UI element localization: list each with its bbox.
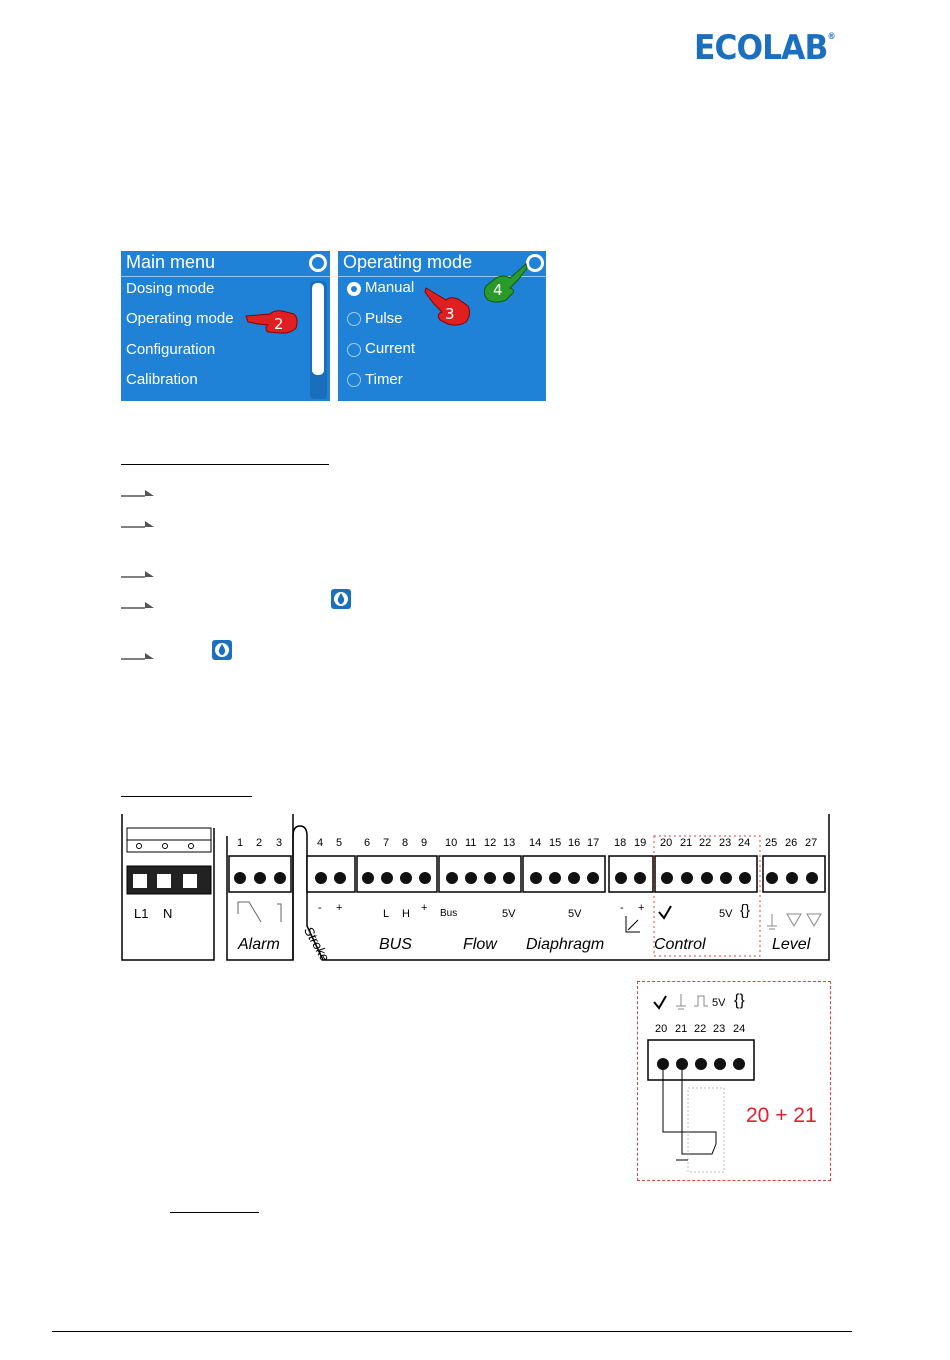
logo-text: ECOLAB — [694, 28, 828, 68]
callout-3-number: 3 — [445, 305, 455, 323]
terminal-number: 7 — [383, 837, 390, 849]
analog-plus: + — [638, 902, 645, 914]
drop-icon[interactable] — [526, 254, 544, 272]
terminal-number: 21 — [680, 837, 693, 849]
terminal-number: 12 — [484, 837, 497, 849]
control-wiring-detail — [637, 981, 831, 1181]
bus-l: L — [383, 908, 390, 920]
stroke-label: Stroke — [301, 924, 333, 965]
control-braces: {} — [740, 902, 751, 919]
analog-minus: - — [620, 902, 624, 914]
diaphragm-5v: 5V — [568, 908, 582, 920]
radio-pulse-icon[interactable] — [347, 312, 361, 326]
menu-item-calibration[interactable]: Calibration — [126, 371, 198, 388]
stroke-minus: - — [318, 902, 322, 914]
section-heading-underline — [121, 464, 329, 465]
menu-item-configuration[interactable]: Configuration — [126, 341, 216, 358]
detail-braces: {} — [734, 992, 745, 1009]
menu-item-operating-mode[interactable]: Operating mode — [126, 310, 234, 327]
terminal-number: 11 — [465, 837, 477, 849]
terminal-number: 1 — [237, 837, 244, 849]
radio-manual-icon[interactable] — [347, 282, 361, 296]
detail-voltage: 5V — [712, 997, 726, 1009]
main-menu-title: Main menu — [126, 252, 216, 272]
terminal-number: 3 — [276, 837, 283, 849]
terminal-number: 15 — [549, 837, 562, 849]
callout-4-number: 4 — [493, 281, 503, 299]
terminal-block-diagram — [121, 814, 831, 964]
control-label: Control — [654, 936, 706, 953]
step-arrow-icon — [121, 486, 155, 498]
terminal-number: 4 — [317, 837, 324, 849]
terminal-number: 16 — [568, 837, 581, 849]
terminal-number: 10 — [445, 837, 458, 849]
section-heading-underline — [170, 1212, 259, 1213]
bus-h: H — [402, 908, 410, 920]
flow-label: Flow — [463, 936, 497, 953]
terminal-number: 26 — [785, 837, 798, 849]
scrollbar-track[interactable] — [310, 281, 327, 399]
terminal-number: 24 — [738, 837, 751, 849]
terminal-number: 5 — [336, 837, 343, 849]
flow-5v: 5V — [502, 908, 516, 920]
callout-hand-4-icon — [480, 262, 528, 304]
terminal-number: 8 — [402, 837, 409, 849]
section-heading-underline — [121, 796, 252, 797]
mains-l1-label: L1 — [134, 906, 149, 921]
drop-key-icon — [331, 589, 351, 609]
level-label: Level — [772, 936, 811, 953]
diaphragm-label: Diaphragm — [526, 936, 605, 953]
terminal-number: 23 — [719, 837, 732, 849]
operating-mode-title: Operating mode — [343, 252, 473, 272]
option-pulse[interactable]: Pulse — [365, 310, 403, 327]
step-arrow-icon — [121, 567, 155, 579]
control-wiring-drawing — [638, 982, 830, 1180]
terminal-number: 25 — [765, 837, 778, 849]
step-arrow-icon — [121, 649, 155, 661]
alarm-label: Alarm — [238, 936, 280, 953]
terminal-number: 17 — [587, 837, 600, 849]
title-divider — [121, 276, 330, 277]
terminal-number: 14 — [529, 837, 542, 849]
bus-label: BUS — [379, 936, 412, 953]
option-manual[interactable]: Manual — [365, 279, 415, 296]
menu-item-dosing-mode[interactable]: Dosing mode — [126, 280, 215, 297]
control-5v: 5V — [719, 908, 733, 920]
ecolab-logo — [694, 28, 835, 68]
registered-mark: ® — [827, 32, 835, 42]
terminal-number: 13 — [503, 837, 516, 849]
detail-terminal-number: 24 — [733, 1023, 746, 1035]
callout-hand-3-icon — [424, 286, 472, 328]
detail-terminal-number: 22 — [694, 1023, 707, 1035]
scrollbar-thumb[interactable] — [312, 283, 324, 375]
mains-n-label: N — [163, 906, 173, 921]
detail-terminal-number: 21 — [675, 1023, 688, 1035]
radio-current-icon[interactable] — [347, 343, 361, 357]
detail-terminal-number: 20 — [655, 1023, 668, 1035]
stroke-plus: + — [336, 902, 343, 914]
option-current[interactable]: Current — [365, 340, 416, 357]
terminal-number: 6 — [364, 837, 371, 849]
terminal-number: 2 — [256, 837, 263, 849]
callout-hand-2-icon — [244, 306, 300, 336]
terminal-number: 9 — [421, 837, 428, 849]
radio-timer-icon[interactable] — [347, 373, 361, 387]
step-arrow-icon — [121, 598, 155, 610]
terminal-number: 18 — [614, 837, 627, 849]
bus-plus: + — [421, 902, 428, 914]
wiring-terminals-text: 20 + 21 — [746, 1104, 817, 1127]
callout-2-number: 2 — [274, 315, 284, 333]
detail-terminal-number: 23 — [713, 1023, 726, 1035]
option-timer[interactable]: Timer — [365, 371, 403, 388]
terminal-number: 20 — [660, 837, 673, 849]
drop-key-icon — [212, 640, 232, 660]
terminal-number: 19 — [634, 837, 647, 849]
step-arrow-icon — [121, 517, 155, 529]
flow-bus: Bus — [440, 908, 458, 919]
terminal-number: 22 — [699, 837, 712, 849]
footer-rule — [52, 1331, 852, 1332]
drop-icon[interactable] — [309, 254, 327, 272]
terminal-number: 27 — [805, 837, 818, 849]
